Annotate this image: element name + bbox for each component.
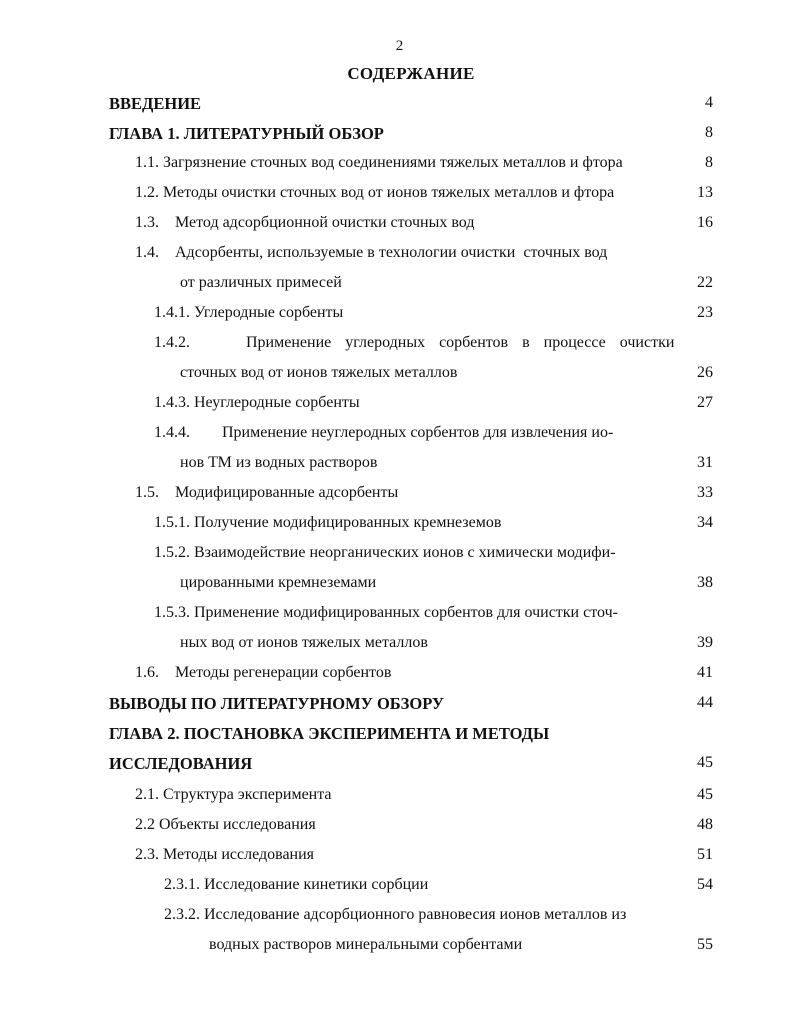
toc-entry-title: 1.2. Методы очистки сточных вод от ионов тяжелых металлов и фтора xyxy=(135,184,615,201)
toc-entry-page: 8 xyxy=(705,154,713,171)
toc-entry-page: 4 xyxy=(705,94,713,111)
toc-entry-title: 1.4.1. Углеродные сорбенты xyxy=(154,304,344,321)
toc-entry xyxy=(0,876,799,900)
toc-entry xyxy=(0,694,799,718)
toc-entry xyxy=(0,394,799,418)
toc-entry-title: сточных вод от ионов тяжелых металлов xyxy=(180,364,458,381)
toc-entry-title: ВЫВОДЫ ПО ЛИТЕРАТУРНОМУ ОБЗОРУ xyxy=(109,694,445,713)
toc-entry-title: 1.4.2. Применение углеродных сорбентов в процессе очистки xyxy=(154,334,675,351)
toc-entry xyxy=(0,304,799,328)
toc-entry xyxy=(0,484,799,508)
toc-entry-page: 51 xyxy=(697,846,713,863)
toc-entry-page: 39 xyxy=(697,634,713,651)
toc-entry-page: 38 xyxy=(697,574,713,591)
toc-entry-continuation xyxy=(0,634,799,658)
toc-entry-page: 13 xyxy=(697,184,713,201)
toc-entry-title: 2.3. Методы исследования xyxy=(135,846,315,863)
toc-entry-title: 1.1. Загрязнение сточных вод соединениями тяжелых металлов и фтора xyxy=(135,154,623,171)
toc-entry-page: 16 xyxy=(697,214,713,231)
toc-entry-page: 22 xyxy=(697,274,713,291)
toc-entry-title: 1.4.3. Неуглеродные сорбенты xyxy=(154,394,360,411)
toc-entry xyxy=(0,124,799,148)
toc-entry-page: 33 xyxy=(697,484,713,501)
toc-entry-title: 1.5.1. Получение модифицированных кремнеземов xyxy=(154,514,502,531)
toc-entry-continuation xyxy=(0,364,799,388)
toc-entry-title: ГЛАВА 2. ПОСТАНОВКА ЭКСПЕРИМЕНТА И МЕТОДЫ xyxy=(109,724,550,743)
toc-entry xyxy=(0,724,799,748)
toc-entry-title: 1.4.4. Применение неуглеродных сорбентов для извлечения ио- xyxy=(154,424,614,441)
toc-entry-page: 23 xyxy=(697,304,713,321)
toc-entry-page: 45 xyxy=(697,786,713,803)
toc-entry-title: 1.3. Метод адсорбционной очистки сточных вод xyxy=(135,214,475,231)
toc-entry-page: 54 xyxy=(697,876,713,893)
toc-entry-page: 31 xyxy=(697,454,713,471)
toc-entry-page: 45 xyxy=(697,754,713,771)
toc-entry xyxy=(0,94,799,118)
toc-entry-title: 1.5.2. Взаимодействие неорганических ионов с химически модифи- xyxy=(154,544,616,561)
toc-entry-page: 44 xyxy=(697,694,713,711)
toc-entry-page: 55 xyxy=(697,936,713,953)
toc-entry xyxy=(0,604,799,628)
toc-entry-title: ных вод от ионов тяжелых металлов xyxy=(180,634,428,651)
toc-entry-title: 1.6. Методы регенерации сорбентов xyxy=(135,664,392,681)
toc-entry xyxy=(0,154,799,178)
toc-entry-page: 34 xyxy=(697,514,713,531)
toc-entry-title: 2.3.1. Исследование кинетики сорбции xyxy=(164,876,429,893)
toc-entry xyxy=(0,544,799,568)
page-number: 2 xyxy=(395,38,404,54)
toc-entry-continuation xyxy=(0,754,799,778)
toc-entry xyxy=(0,906,799,930)
toc-entry-title: цированными кремнеземами xyxy=(180,574,377,591)
toc-entry-page: 27 xyxy=(697,394,713,411)
toc-entry-title: 2.1. Структура эксперимента xyxy=(135,786,332,803)
toc-entry xyxy=(0,214,799,238)
toc-entry xyxy=(0,184,799,208)
toc-entry-continuation xyxy=(0,274,799,298)
toc-entry xyxy=(0,846,799,870)
toc-entry-title: 1.5. Модифицированные адсорбенты xyxy=(135,484,399,501)
toc-entry-title: 1.5.3. Применение модифицированных сорбентов для очистки сточ- xyxy=(154,604,618,621)
toc-entry-page: 41 xyxy=(697,664,713,681)
toc-entry-title: 2.2 Объекты исследования xyxy=(135,816,316,833)
toc-entry-title: ВВЕДЕНИЕ xyxy=(109,94,202,113)
toc-entry-title: 2.3.2. Исследование адсорбционного равновесия ионов металлов из xyxy=(164,906,627,923)
toc-entry xyxy=(0,334,799,358)
toc-entry-title: ГЛАВА 1. ЛИТЕРАТУРНЫЙ ОБЗОР xyxy=(109,124,384,143)
toc-entry-continuation xyxy=(0,574,799,598)
toc-entry-page: 8 xyxy=(705,124,713,141)
toc-entry xyxy=(0,424,799,448)
toc-entry-title: водных растворов минеральными сорбентами xyxy=(209,936,523,953)
toc-heading: СОДЕРЖАНИЕ xyxy=(347,64,475,83)
toc-entry-title: от различных примесей xyxy=(180,274,342,291)
toc-entry xyxy=(0,244,799,268)
toc-entry xyxy=(0,816,799,840)
toc-entry-title: ИССЛЕДОВАНИЯ xyxy=(109,754,253,773)
toc-entry xyxy=(0,514,799,538)
toc-entry xyxy=(0,786,799,810)
toc-entry xyxy=(0,664,799,688)
toc-entry-page: 26 xyxy=(697,364,713,381)
toc-entry-continuation xyxy=(0,454,799,478)
toc-entry-title: 1.4. Адсорбенты, используемые в технологии очистки сточных вод xyxy=(135,244,608,261)
toc-entry-continuation xyxy=(0,936,799,960)
toc-entry-page: 48 xyxy=(697,816,713,833)
toc-entry-title: нов ТМ из водных растворов xyxy=(180,454,378,471)
